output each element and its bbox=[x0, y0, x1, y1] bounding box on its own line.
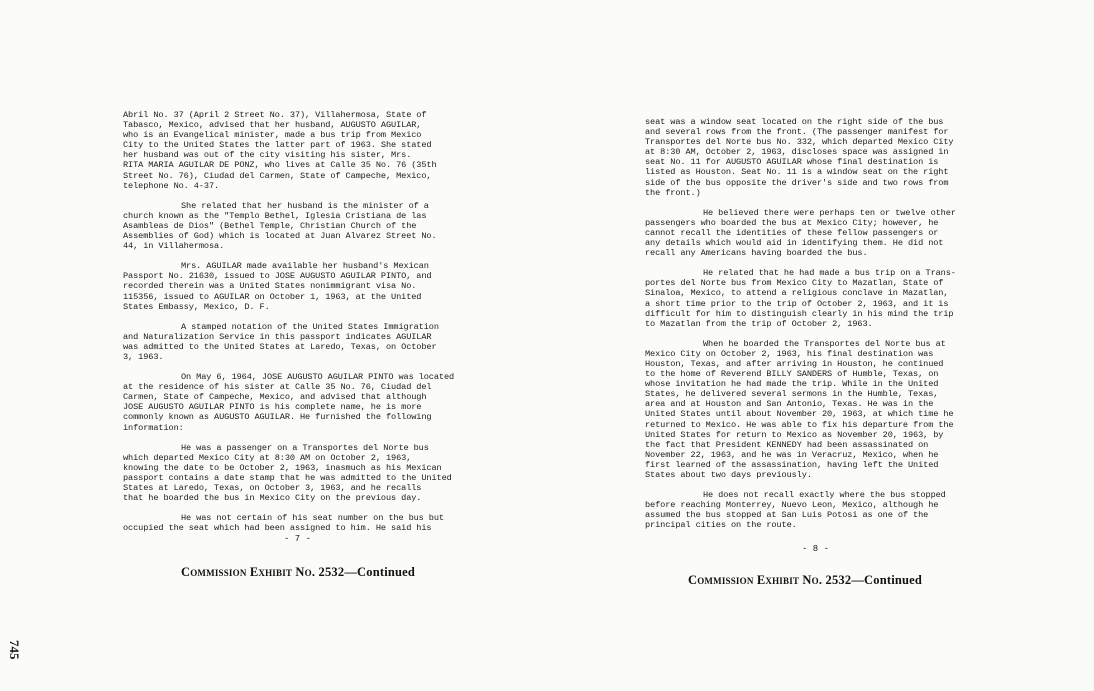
right-caption-prefix: Commission Exhibit No. bbox=[688, 573, 823, 587]
right-paragraph-3: He related that he had made a bus trip on a Trans- portes del Norte bus from Mexico City to Mazatlan, State of Sinaloa, Mexico, to attend a religious conclave in Mazatlan, a short time prior to the trip of October 2, 1963, and it is difficult for him to distinguish clearly in his mind the trip to Mazatlan from the trip of October 2, 1963. bbox=[645, 268, 956, 329]
left-paragraph-3: Mrs. AGUILAR made available her husband's Mexican Passport No. 21630, issued to JOSE AUGUSTO AGUILAR PINTO, and recorded therein was a United States nonimmigrant visa No. 115356, issued to AGUILAR on October 1, 1963, at the United States Embassy, Mexico, D. F. bbox=[123, 261, 432, 312]
left-caption-number: 2532—Continued bbox=[318, 565, 416, 579]
left-caption-prefix: Commission Exhibit No. bbox=[181, 565, 316, 579]
right-exhibit-caption bbox=[688, 573, 922, 588]
right-paragraph-4: When he boarded the Transportes del Norte bus at Mexico City on October 2, 1963, his final destination was Houston, Texas, and after arriving in Houston, he continued to the home of Reverend BILLY SANDERS of Humble, Texas, on whose invitation he had made the trip. While in the United States, he delivered several sermons in the Humble, Texas, area and at Houston and San Antonio, Texas. He was in the United States until about November 20, 1963, at which time he returned to Mexico. He was able to fix his departure from the United States for return to Mexico as November 20, 1963, by the fact that President KENNEDY had been assassinated on November 22, 1963, and he was in Veracruz, Mexico, when he first learned of the assassination, having left the United States about two days previously. bbox=[645, 338, 954, 480]
right-paragraph-2: He believed there were perhaps ten or twelve other passengers who boarded the bus at Mexico City; however, he cannot recall the identities of these fellow passengers or any details which would aid in identifying them. He did not recall any Americans having boarded the bus. bbox=[645, 207, 956, 259]
left-paragraph-7: He was not certain of his seat number on the bus but occupied the seat which had been assigned to him. He said his bbox=[123, 513, 444, 534]
left-page-number: - 7 - bbox=[284, 534, 312, 544]
left-paragraph-2: She related that her husband is the minister of a church known as the "Templo Bethel, Iglesia Cristiana de las Asambleas de Dios" (Bethel Temple, Christian Church of the Assemblies of God) which is located at Juan Alvarez Street No. 44, in Villahermosa. bbox=[123, 200, 437, 252]
right-page-body bbox=[645, 117, 1000, 540]
right-caption-number: 2532—Continued bbox=[825, 573, 923, 587]
left-paragraph-6: He was a passenger on a Transportes del Norte bus which departed Mexico City at 8:30 AM on October 2, 1963, knowing the date to be October 2, 1963, inasmuch as his Mexican passport contains a date stamp that he was admitted to the United States at Laredo, Texas, on October 3, 1963, and he recalls that he boarded the bus in Mexico City on the previous day. bbox=[123, 442, 452, 504]
left-paragraph-1: Abril No. 37 (April 2 Street No. 37), Villahermosa, State of Tabasco, Mexico, advised that her husband, AUGUSTO AGUILAR, who is an Evangelical minister, made a bus trip from Mexico City to the United States the latter part of 1963. She stated her husband was out of the city visiting his sister, Mrs. RITA MARIA AGUILAR DE PONZ, who lives at Calle 35 No. 76 (35th Street No. 76), Ciudad del Carmen, State of Campeche, Mexico, telephone No. 4-37. bbox=[123, 110, 437, 191]
left-exhibit-caption bbox=[181, 565, 415, 580]
right-page-number: - 8 - bbox=[802, 544, 830, 554]
left-page-body bbox=[123, 110, 498, 543]
volume-page-number: 745 bbox=[7, 640, 22, 660]
right-paragraph-1: seat was a window seat located on the right side of the bus and several rows from the front. (The passenger manifest for Transportes del Norte bus No. 332, which departed Mexico City at 8:30 AM, October 2, 1963, discloses space was assigned in seat No. 11 for AUGUSTO AGUILAR whose final destination is listed as Houston. Seat No. 11 is a window seat on the right side of the bus opposite the driver's side and two rows from the front.) bbox=[645, 117, 954, 198]
right-paragraph-5: He does not recall exactly where the bus stopped before reaching Monterrey, Nuevo Leon, Mexico, although he assumed the bus stopped at San Luis Potosi as one of the principal cities on the route. bbox=[645, 490, 946, 531]
left-paragraph-5: On May 6, 1964, JOSE AUGUSTO AGUILAR PINTO was located at the residence of his sister at Calle 35 No. 76, Ciudad del Carmen, State of Campeche, Mexico, and advised that although JOSE AUGUSTO AGUILAR PINTO is his complete name, he is more commonly known as AUGUSTO AGUILAR. He furnished the following information: bbox=[123, 372, 455, 433]
left-paragraph-4: A stamped notation of the United States Immigration and Naturalization Service in this passport indicates AGUILAR was admitted to the United States at Laredo, Texas, on October 3, 1963. bbox=[123, 321, 439, 362]
